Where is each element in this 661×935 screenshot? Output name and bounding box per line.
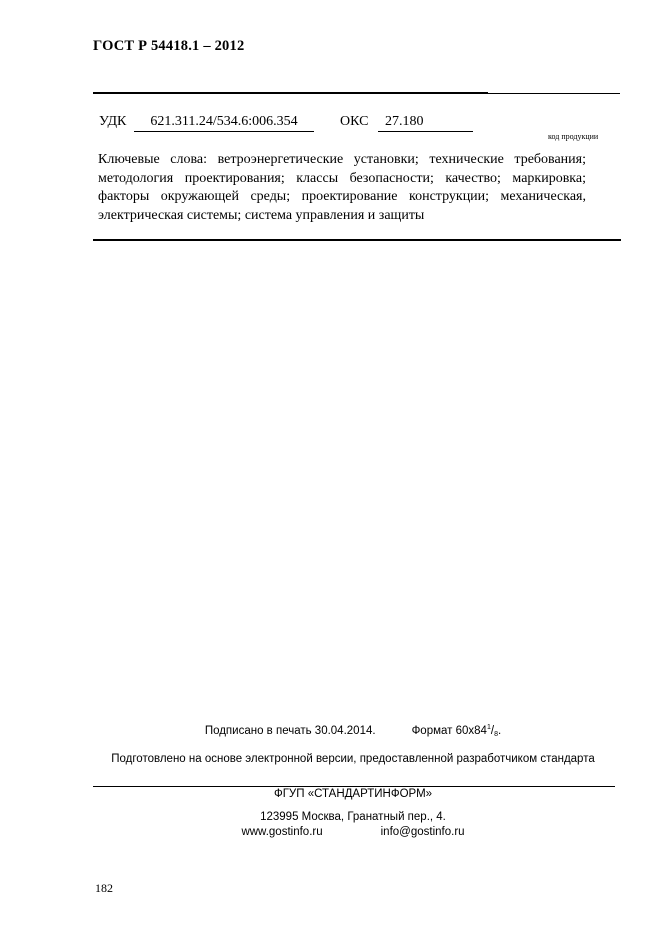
email-link[interactable]: info@gostinfo.ru <box>380 826 465 838</box>
udk-label: УДК <box>99 114 127 129</box>
format-numerator: 1 <box>486 724 491 731</box>
document-header-title: ГОСТ Р 54418.1 – 2012 <box>93 38 245 54</box>
format-denominator: 8 <box>494 731 498 738</box>
oks-value: 27.180 <box>378 114 473 132</box>
publisher-contacts <box>93 826 613 838</box>
publisher-address: 123995 Москва, Гранатный пер., 4. <box>260 811 446 823</box>
format-end: . <box>497 725 502 737</box>
keywords-paragraph: Ключевые слова: ветроэнергетические установки; технические требования; методология проектирования; классы безопасности; качество; маркировка; факторы окружающей среды; проектирование конструкции; механическая, электрическая системы; система управления и защиты <box>98 152 586 223</box>
oks-label: ОКС <box>340 114 369 129</box>
website-link[interactable]: www.gostinfo.ru <box>241 826 323 838</box>
publisher-name: ФГУП «СТАНДАРТИНФОРМ» <box>273 788 433 800</box>
udk-value: 621.311.24/534.6:006.354 <box>134 114 314 132</box>
imprint-rule <box>93 786 615 787</box>
prepared-note: Подготовлено на основе электронной версии, предоставленной разработчиком стандарта <box>111 753 595 765</box>
format-label: Формат 60x84 <box>411 725 487 737</box>
keywords-bottom-rule <box>93 239 621 241</box>
page-number: 182 <box>95 881 113 895</box>
signed-date: Подписано в печать 30.04.2014. <box>204 725 376 737</box>
header-rule <box>93 93 620 94</box>
product-code-label: код продукции <box>548 132 599 141</box>
signed-format-line: Подписано в печать 30.04.2014. Формат $60x84^1/_8$. <box>204 724 502 738</box>
